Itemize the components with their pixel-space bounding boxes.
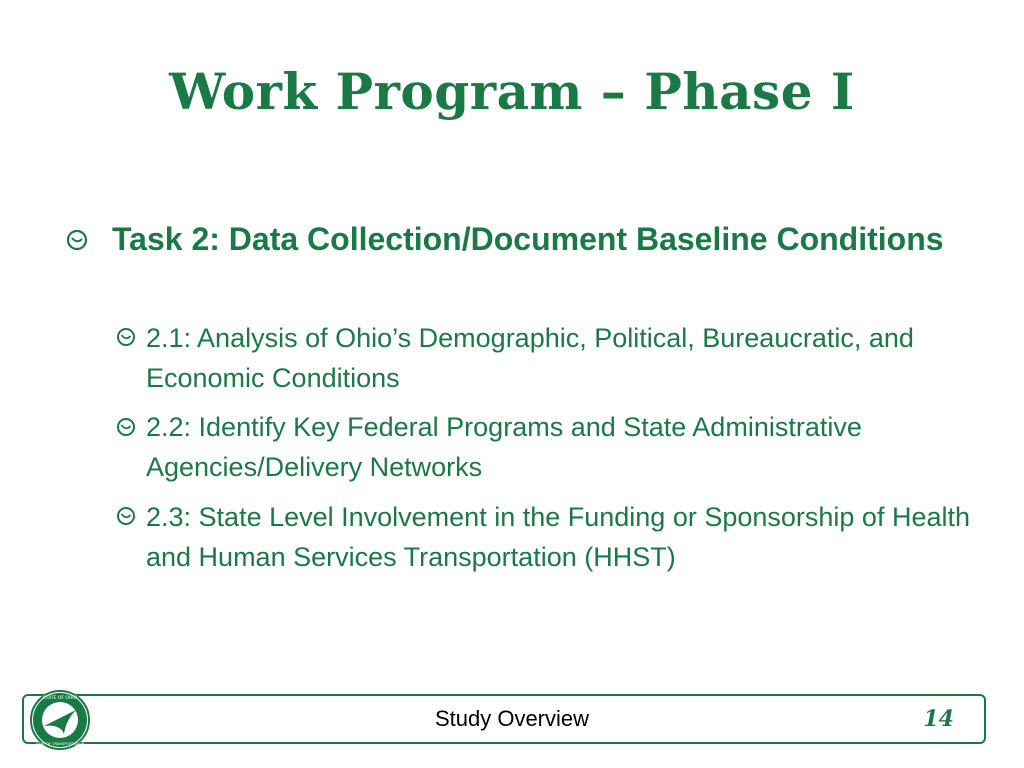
circle-arrow-bullet-icon [66, 229, 88, 251]
subtask-2-1: 2.1: Analysis of Ohio’s Demographic, Political, Bureaucratic, and Economic Conditions [146, 323, 914, 393]
circle-arrow-bullet-icon [116, 506, 136, 526]
subtask-2-3: 2.3: State Level Involvement in the Funding or Sponsorship of Health and Human Services Transportation (HHST) [146, 502, 971, 572]
circle-arrow-bullet-icon [116, 327, 136, 347]
seal-lettering: STATE OF OHIO [42, 696, 78, 701]
svg-text:DEPT OF TRANSPORTATION: DEPT OF TRANSPORTATION [35, 742, 85, 746]
footer-label: Study Overview [434, 706, 590, 731]
page-number: 14 [923, 706, 954, 732]
subtask-2-2: 2.2: Identify Key Federal Programs and State Administrative Agencies/Delivery Networks [146, 412, 862, 482]
task-heading: Task 2: Data Collection/Document Baseline Conditions [112, 221, 944, 257]
circle-arrow-bullet-icon [116, 417, 136, 437]
slide-title: Work Program – Phase I [169, 62, 855, 121]
